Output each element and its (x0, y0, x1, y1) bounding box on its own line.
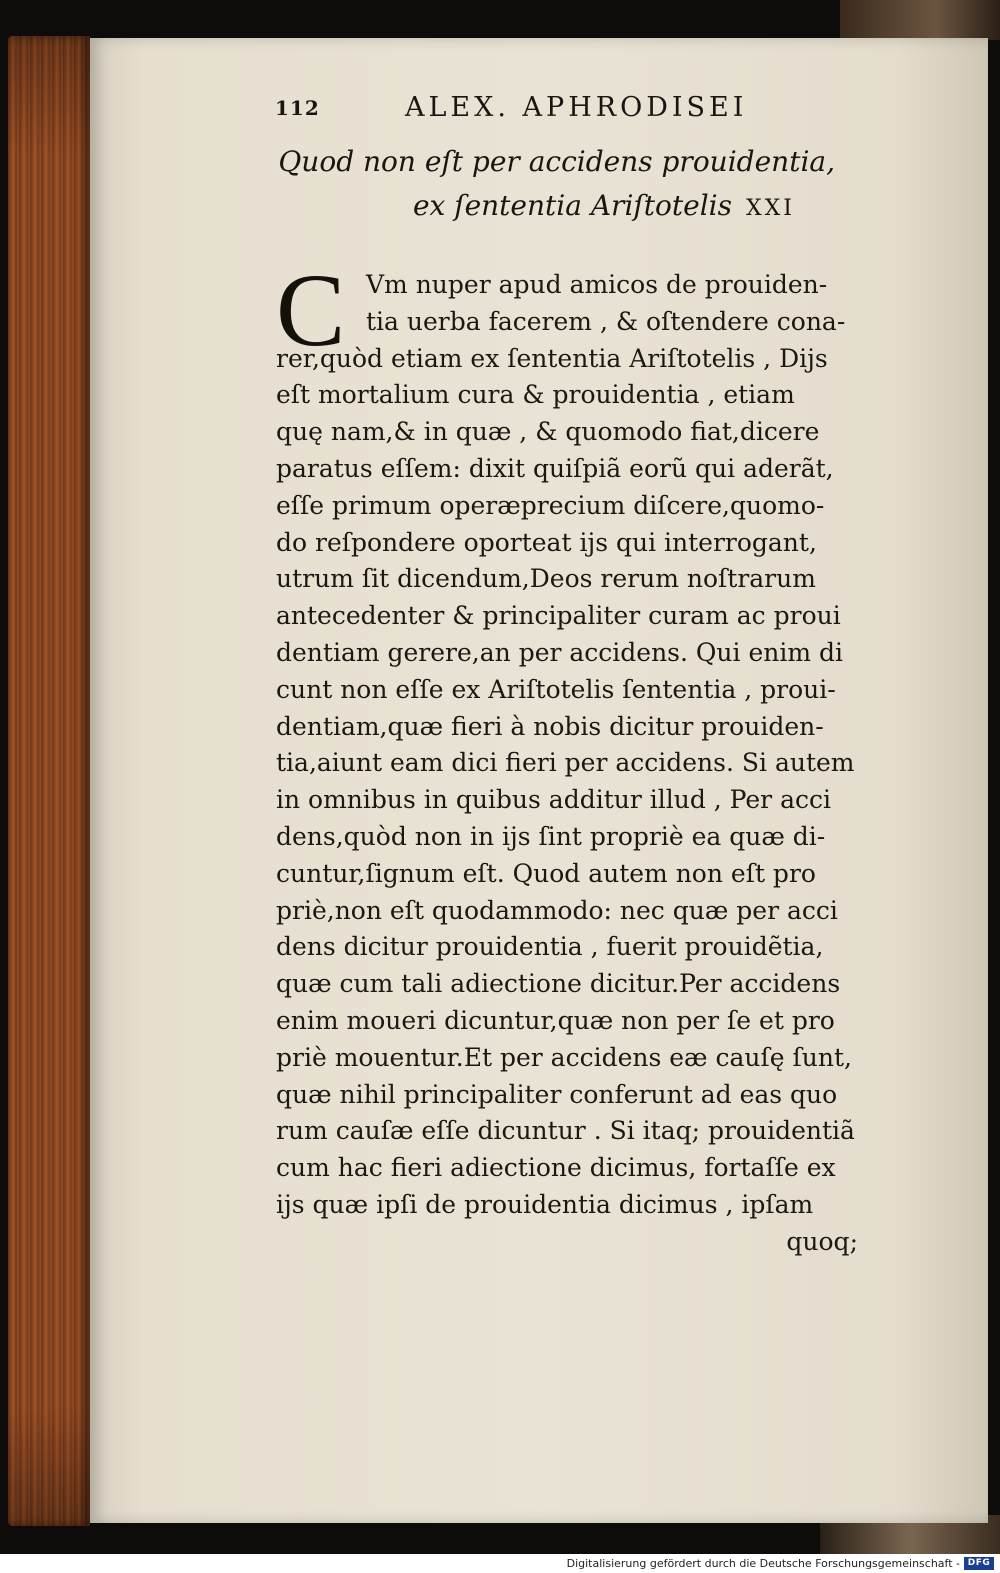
text-line: quæ nihil principaliter conferunt ad eas quo (276, 1079, 838, 1109)
text-line: priè,non eſt quodammodo: nec quæ per acci (276, 895, 838, 925)
running-title: ALEX. APHRODISEI (405, 92, 748, 123)
book-page-edges (8, 36, 90, 1526)
dfg-logo[interactable]: DFG (964, 1557, 994, 1570)
text-line: cum hac fieri adiectione dicimus, fortaſſe ex (276, 1153, 836, 1183)
text-line: eſt mortalium cura & prouidentia , etiam (276, 380, 795, 410)
page-number: 112 (275, 96, 320, 120)
text-line: cunt non eſſe ex Ariſtotelis ſententia , proui- (276, 674, 836, 704)
text-line: quæ cum tali adiectione dicitur.Per accidens (276, 969, 841, 999)
chapter-heading-line-2 (275, 184, 895, 231)
scan-background-top (840, 0, 1000, 40)
text-line: antecedenter & principaliter curam ac proui (276, 601, 841, 631)
text-line: enim moueri dicuntur,quæ non per ſe et pro (276, 1005, 835, 1035)
drop-initial: C (276, 253, 346, 368)
chapter-heading-line-2-text: ex ſententia Ariſtotelis (412, 189, 732, 222)
funding-credit: Digitalisierung gefördert durch die Deutsche Forschungsgemeinschaft - (566, 1557, 960, 1570)
text-line: do reſpondere oporteat ijs qui interrogant, (276, 527, 817, 557)
chapter-number: XXI (745, 196, 795, 221)
text-line: tia uerba facerem , & oſtendere cona- (366, 306, 846, 336)
text-lines (276, 267, 876, 1224)
text-line: tia,aiunt eam dici fieri per accidens. Si autem (276, 748, 855, 778)
text-line: dentiam gerere,an per accidens. Qui enim di (276, 637, 843, 667)
chapter-heading (275, 140, 895, 231)
text-line: ijs quæ ipſi de prouidentia dicimus , ipſam (276, 1189, 814, 1219)
chapter-heading-line-1: Quod non eſt per accidens prouidentia, (278, 145, 835, 178)
text-line: cuntur,ſignum eſt. Quod autem non eſt pro (276, 858, 816, 888)
footer-bar (0, 1554, 1000, 1573)
text-line: rer,quòd etiam ex ſententia Ariſtotelis , Dijs (276, 343, 828, 373)
text-line: utrum ſit dicendum,Deos rerum noſtrarum (276, 564, 816, 594)
text-line: dens dicitur prouidentia , fuerit prouidẽtia, (276, 932, 824, 962)
body-text (276, 253, 876, 1261)
running-head (275, 92, 875, 132)
text-line: quę nam,& in quæ , & quomodo fiat,dicere (276, 417, 820, 447)
text-line: Vm nuper apud amicos de prouiden- (366, 270, 828, 299)
text-line: dentiam,quæ fieri à nobis dicitur prouiden- (276, 711, 824, 741)
text-line: priè mouentur.Et per accidens eæ cauſę ſunt, (276, 1042, 852, 1072)
text-line: paratus eſſem: dixit quiſpiã eorũ qui aderãt, (276, 453, 834, 483)
text-line: in omnibus in quibus additur illud , Per acci (276, 785, 831, 815)
text-line: eſſe primum operæprecium diſcere,quomo- (276, 490, 825, 520)
text-line: dens,quòd non in ijs ſint propriè ea quæ di- (276, 821, 826, 851)
text-line: rum cauſæ eſſe dicuntur . Si itaq; prouidentiã (276, 1116, 855, 1146)
catchword: quoq; (786, 1226, 858, 1256)
